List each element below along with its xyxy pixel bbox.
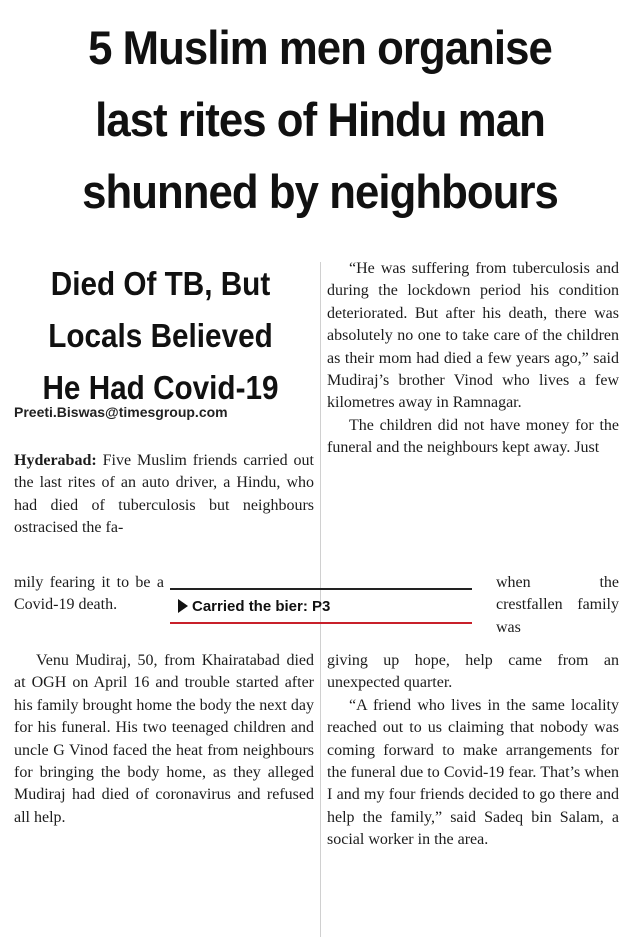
dateline: Hyderabad: <box>14 452 97 469</box>
headline-line: 5 Muslim men organise <box>88 21 552 74</box>
article-column-right-lower <box>327 650 619 852</box>
paragraph-text: Five Muslim friends carried out the last rites of an auto driver, a Hindu, who had died of tuberculosis but neighbours ostracised the fa- <box>14 452 315 537</box>
paragraph-text: when the crestfallen family was <box>496 574 619 636</box>
kicker-line: Locals Believed <box>48 317 273 354</box>
cross-reference-box[interactable] <box>170 588 472 624</box>
article-paragraph: “He was suffering from tuberculosis and during the lockdown period his condition deteriorated. But after his death, there was absolutely no one to take care of the children as their mom had died a few years ago,” said Mudiraj’s brother Vinod who lives a few kilometres away in Ramnagar. <box>327 260 619 412</box>
kicker-line: Died Of TB, But <box>50 265 271 302</box>
arrow-right-icon <box>178 599 188 613</box>
cross-reference-label: Carried the bier: P3 <box>192 597 331 615</box>
article-column-left-wrap <box>14 572 164 617</box>
article-paragraph: “A friend who lives in the same locality reached out to us claiming that nobody was coming forward to make arrangements for the funeral due to Covid-19 fear. That’s when I and my four friends decided to go there and help the family,” said Sadeq bin Salam, a social worker in the area. <box>327 696 619 849</box>
kicker-line: He Had Covid-19 <box>42 369 279 406</box>
article-paragraph <box>14 450 314 540</box>
headline-line: shunned by neighbours <box>82 165 558 218</box>
article-column-left-lower <box>14 650 314 829</box>
byline-email: Preeti.Biswas@timesgroup.com <box>14 404 228 420</box>
article-paragraph: Venu Mudiraj, 50, from Khairatabad died at OGH on April 16 and trouble started after his family brought home the body the next day for his funeral. His two teenaged children and uncle G Vinod faced the heat from neighbours for bringing the body home, as they alleged Mudiraj had died of coronavirus and refused all help. <box>14 652 314 826</box>
paragraph-text: giving up hope, help came from an unexpected quarter. <box>327 652 619 692</box>
article-paragraph: The children did not have money for the funeral and the neighbours kept away. Just <box>327 416 619 457</box>
article-column-right-wrap <box>496 572 619 639</box>
headline-line: last rites of Hindu man <box>95 93 545 146</box>
article-column-left <box>14 450 314 540</box>
headline <box>28 12 612 228</box>
paragraph-text: mily fearing it to be a Covid-19 death. <box>14 574 164 614</box>
kicker-subheadline <box>23 258 298 414</box>
article-column-right <box>327 258 619 460</box>
